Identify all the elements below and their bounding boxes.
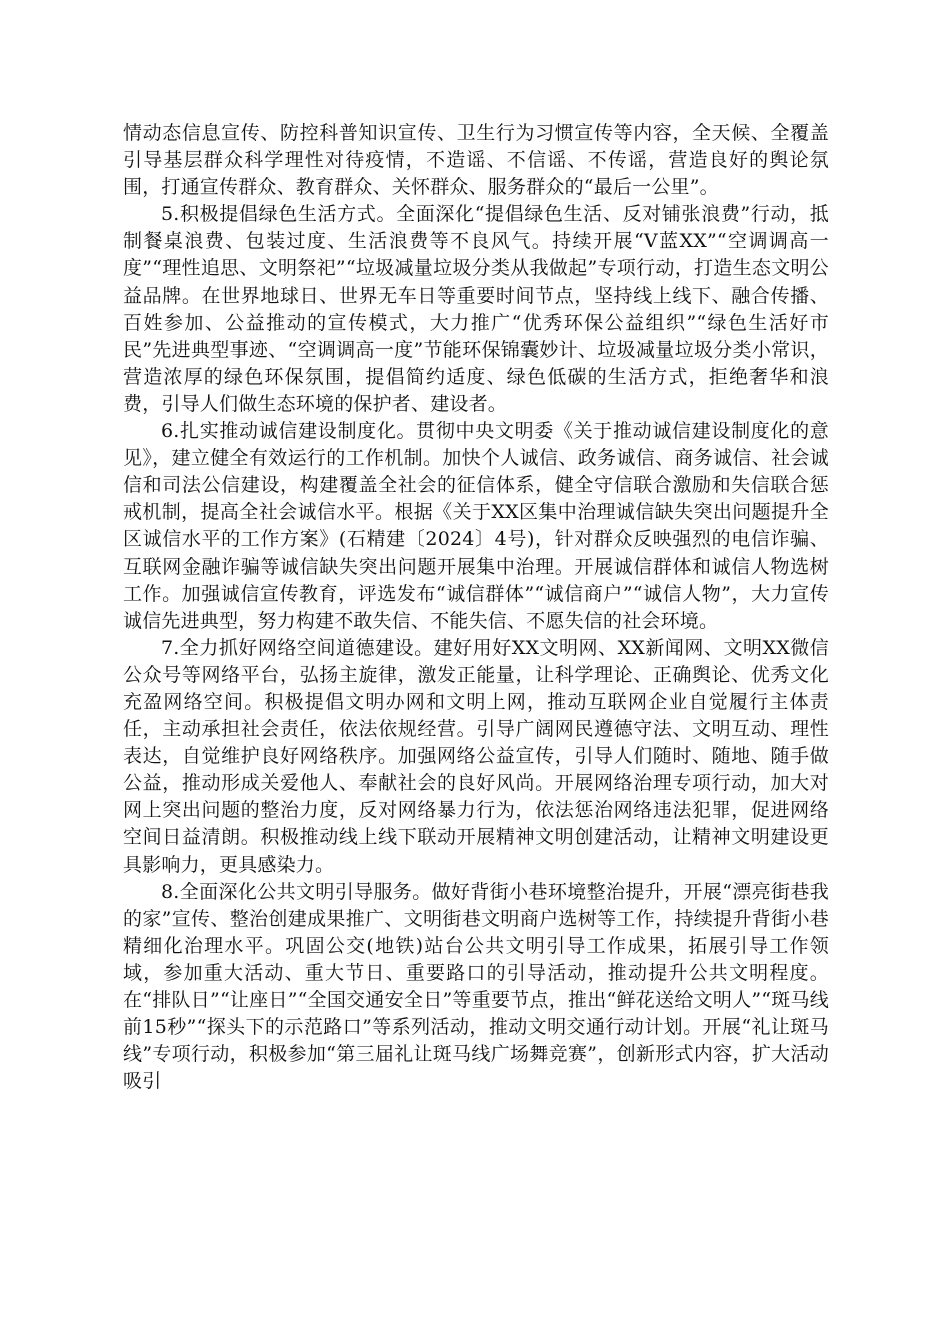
document-body [123, 120, 829, 1095]
paragraph-continuation: 情动态信息宣传、防控科普知识宣传、卫生行为习惯宣传等内容，全天候、全覆盖引导基层群众科学理性对待疫情，不造谣、不信谣、不传谣，营造良好的舆论氛围，打通宣传群众、教育群众、关怀群众、服务群众的“最后一公里”。 [123, 122, 829, 199]
paragraph-green-lifestyle: 5.积极提倡绿色生活方式。全面深化“提倡绿色生活、反对铺张浪费”行动，抵制餐桌浪费、包装过度、生活浪费等不良风气。持续开展“V蓝XX”“空调调高一度”“理性追思、文明祭祀”“垃圾减量垃圾分类从我做起”专项行动，打造生态文明公益品牌。在世界地球日、世界无车日等重要时间节点，坚持线上线下、融合传播、百姓参加、公益推动的宣传模式，大力推广“优秀环保公益组织”“绿色生活好市民”先进典型事迹、“空调调高一度”节能环保锦囊妙计、垃圾减量垃圾分类小常识，营造浓厚的绿色环保氛围，提倡简约适度、绿色低碳的生活方式，拒绝奢华和浪费，引导人们做生态环境的保护者、建设者。 [123, 203, 829, 415]
paragraph-integrity-system: 6.扎实推动诚信建设制度化。贯彻中央文明委《关于推动诚信建设制度化的意见》，建立健全有效运行的工作机制。加快个人诚信、政务诚信、商务诚信、社会诚信和司法公信建设，构建覆盖全社会的征信体系，健全守信联合激励和失信联合惩戒机制，提高全社会诚信水平。根据《关于XX区集中治理诚信缺失突出问题提升全区诚信水平的工作方案》(石精建〔2024〕4号)，针对群众反映强烈的电信诈骗、互联网金融诈骗等诚信缺失突出问题开展集中治理。开展诚信群体和诚信人物选树工作。加强诚信宣传教育，评选发布“诚信群体”“诚信商户”“诚信人物”，大力宣传诚信先进典型，努力构建不敢失信、不能失信、不愿失信的社会环境。 [123, 420, 829, 632]
paragraph-public-civility: 8.全面深化公共文明引导服务。做好背街小巷环境整治提升，开展“漂亮街巷我的家”宣传、整治创建成果推广、文明街巷文明商户选树等工作，持续提升背街小巷精细化治理水平。巩固公交(地铁)站台公共文明引导工作成果，拓展引导工作领域，参加重大活动、重大节日、重要路口的引导活动，推动提升公共文明程度。在“排队日”“让座日”“全国交通安全日”等重要节点，推出“鲜花送给文明人”“斑马线前15秒”“探头下的示范路口”等系列活动，推动文明交通行动计划。开展“礼让斑马线”专项行动，积极参加“第三届礼让斑马线广场舞竞赛”，创新形式内容，扩大活动吸引 [123, 880, 829, 1093]
paragraph-cyberspace-ethics: 7.全力抓好网络空间道德建设。建好用好XX文明网、XX新闻网、文明XX微信公众号等网络平台，弘扬主旋律，激发正能量，让科学理论、正确舆论、优秀文化充盈网络空间。积极提倡文明办网和文明上网，推动互联网企业自觉履行主体责任，主动承担社会责任，依法依规经营。引导广阔网民遵德守法、文明互动、理性表达，自觉维护良好网络秩序。加强网络公益宣传，引导人们随时、随地、随手做公益，推动形成关爱他人、奉献社会的良好风尚。开展网络治理专项行动，加大对网上突出问题的整治力度，反对网络暴力行为，依法惩治网络违法犯罪，促进网络空间日益清朗。积极推动线上线下联动开展精神文明创建活动，让精神文明建设更具影响力，更具感染力。 [123, 636, 829, 876]
